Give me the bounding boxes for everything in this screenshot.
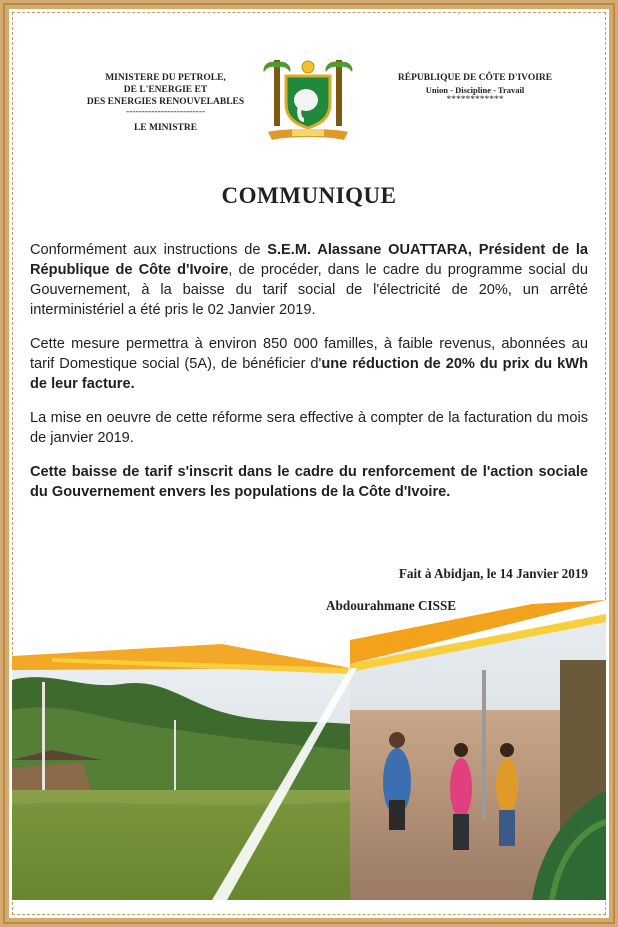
document-title: COMMUNIQUE [221,183,397,208]
republic-divider: ************ [446,95,504,105]
paragraph-4 [30,462,588,502]
ministry-header [78,72,253,134]
republic-motto: Union - Discipline - Travail [425,85,525,95]
paragraph-1-intro: Conformément aux instructions de [30,242,268,258]
coat-of-arms-emblem [262,58,354,142]
ministry-line-3: DES ENERGIES RENOUVELABLES [86,97,245,107]
paragraph-1 [30,240,588,320]
paragraph-1-rest: , de procéder, dans le cadre du programme social du Gouvernement, à la baisse du tarif social de l'électricité de 20%, un arrêté interministériel a été pris le 02 Janvier 2019. [30,262,588,318]
paragraph-2-text: Cette mesure permettra à environ 850 000 familles, à faible revenus, abonnées au tarif Domestique social (5A), de bénéficier d' [30,336,588,372]
paragraph-1-president: S.E.M. Alassane OUATTARA, Président de la République de Côte d'Ivoire [30,242,588,278]
decorative-photo-banner [12,600,606,900]
paragraph-4-text: Cette baisse de tarif s'inscrit dans le cadre du renforcement de l'action sociale du Gouvernement envers les populations de la Côte d'Ivoire. [30,464,588,500]
paragraph-2-highlight: une réduction de 20% du prix du kWh de leur facture. [30,356,588,392]
ministry-line-2: DE L'ENERGIE ET [123,85,208,95]
paragraph-2 [30,334,588,394]
republic-header [385,72,565,104]
minister-role: LE MINISTRE [133,123,198,133]
ministry-divider: ------------------------- [125,107,206,117]
communique-body [30,240,588,516]
signatory-name: Abdourahmane CISSE [326,598,457,613]
place-date: Fait à Abidjan, le 14 Janvier 2019 [398,566,588,581]
paragraph-3: La mise en oeuvre de cette réforme sera effective à compter de la facturation du mois de janvier 2019. [30,410,588,446]
ministry-line-1: MINISTERE DU PETROLE, [105,73,226,83]
republic-name: RÉPUBLIQUE DE CÔTE D'IVOIRE [397,73,553,83]
